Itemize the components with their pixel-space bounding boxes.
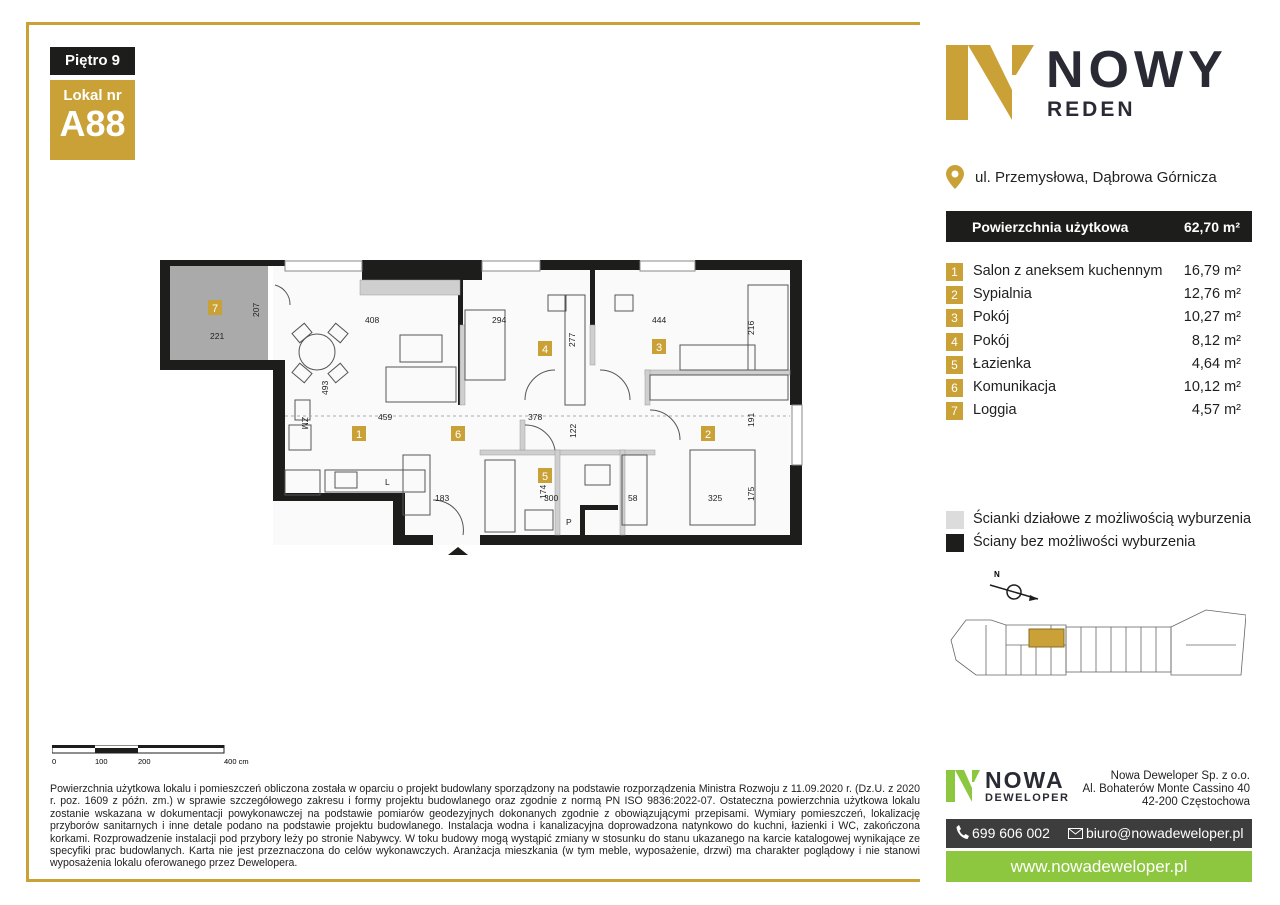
- dim-444: 444: [652, 315, 667, 325]
- scale-tick-400: 400 cm: [224, 757, 249, 766]
- nowy-reden-logo-icon: [946, 45, 1034, 120]
- dim-408: 408: [365, 315, 380, 325]
- dim-58: 58: [628, 493, 638, 503]
- room-tag-1: [352, 426, 366, 441]
- room-number: 5: [946, 356, 963, 374]
- room-number: 6: [946, 379, 963, 397]
- room-row: [946, 400, 1252, 423]
- room-area: 8,12 m²: [1191, 332, 1241, 349]
- unit-badge: [50, 80, 135, 160]
- dim-493: 493: [320, 380, 330, 395]
- total-area-label: Powierzchnia użytkowa: [972, 219, 1129, 235]
- room-area: 4,64 m²: [1191, 355, 1241, 372]
- room-area: 12,76 m²: [1183, 286, 1241, 303]
- dim-294: 294: [492, 315, 507, 325]
- floor-label: Piętro 9: [50, 47, 135, 75]
- contact-bar: [946, 819, 1252, 848]
- room-name: Pokój: [973, 332, 1010, 349]
- room-tag-3: [652, 339, 666, 354]
- phone-number[interactable]: 699 606 002: [972, 825, 1050, 841]
- dim-325: 325: [708, 493, 723, 503]
- room-row: [946, 284, 1252, 307]
- room-area: 4,57 m²: [1191, 402, 1241, 419]
- dim-216: 216: [746, 320, 756, 335]
- company-info: [1083, 770, 1250, 809]
- room-number: 4: [946, 333, 963, 351]
- brand-name: NOWY: [1046, 41, 1228, 99]
- dim-122: 122: [568, 423, 578, 438]
- room-number: 1: [946, 263, 963, 281]
- dim-207: 207: [251, 302, 261, 317]
- total-area-bar: [946, 211, 1252, 242]
- svg-text:7: 7: [211, 303, 219, 315]
- site-plan: [946, 565, 1246, 685]
- phone-icon: [956, 825, 969, 840]
- brand-sub: REDEN: [1047, 98, 1136, 121]
- dim-277: 277: [567, 332, 577, 347]
- room-row: [946, 354, 1252, 377]
- location-pin-icon: [946, 165, 964, 189]
- total-area-value: 62,70 m²: [1183, 219, 1240, 235]
- fixture-l: L: [385, 477, 390, 487]
- room-tag-7: [208, 300, 222, 315]
- dim-191: 191: [746, 412, 756, 427]
- room-number: 7: [946, 402, 963, 420]
- unit-code: A88: [59, 103, 126, 144]
- room-row: [946, 307, 1252, 330]
- scale-tick-0: 0: [52, 757, 57, 766]
- room-name: Łazienka: [973, 355, 1032, 372]
- room-area: 10,12 m²: [1183, 378, 1241, 395]
- svg-text:2: 2: [704, 429, 712, 441]
- svg-text:5: 5: [541, 471, 549, 483]
- dim-378: 378: [528, 412, 543, 422]
- room-tag-4: [538, 341, 552, 356]
- room-row: [946, 377, 1252, 400]
- floor-plan: [160, 255, 810, 565]
- room-name: Sypialnia: [973, 286, 1032, 303]
- address: ul. Przemysłowa, Dąbrowa Górnicza: [975, 169, 1217, 186]
- room-name: Loggia: [973, 402, 1017, 419]
- room-area: 16,79 m²: [1183, 263, 1241, 279]
- website-link[interactable]: www.nowadeweloper.pl: [946, 851, 1252, 882]
- room-tag-2: [701, 426, 715, 441]
- svg-text:4: 4: [541, 344, 549, 356]
- svg-text:1: 1: [355, 429, 363, 441]
- room-area: 10,27 m²: [1183, 309, 1241, 326]
- compass-icon: [990, 585, 1038, 601]
- room-name: Komunikacja: [973, 378, 1057, 395]
- nowa-deweloper-logo-icon: [946, 770, 980, 802]
- svg-text:6: 6: [454, 429, 462, 441]
- email-address[interactable]: biuro@nowadeweloper.pl: [1086, 825, 1244, 841]
- dim-221: 221: [210, 331, 225, 341]
- compass-label: N: [994, 570, 1000, 579]
- room-list: [946, 261, 1252, 423]
- scale-bar: [52, 745, 272, 770]
- room-number: 3: [946, 309, 963, 327]
- legend-label: Ściany bez możliwości wyburzenia: [973, 534, 1196, 550]
- room-name: Pokój: [973, 309, 1010, 326]
- dim-175: 175: [746, 486, 756, 501]
- room-tag-5: [538, 468, 552, 483]
- room-row: [946, 331, 1252, 354]
- legend-swatch-partition: [946, 511, 964, 529]
- room-name: Salon z aneksem kuchennym: [973, 263, 1163, 279]
- fixture-zm: ZM: [300, 417, 310, 430]
- room-row: [946, 261, 1252, 284]
- dim-300: 300: [544, 493, 559, 503]
- unit-label: Lokal nr: [63, 87, 122, 104]
- frame-left-border: [26, 22, 29, 882]
- dim-183: 183: [435, 493, 450, 503]
- developer-logo-sub: DEWELOPER: [985, 792, 1070, 804]
- scale-tick-200: 200: [138, 757, 151, 766]
- svg-text:3: 3: [655, 342, 663, 354]
- email-icon: [1068, 828, 1083, 839]
- room-number: 2: [946, 286, 963, 304]
- frame-bottom-border: [26, 879, 920, 882]
- fixture-p: P: [566, 517, 572, 527]
- company-city: 42-200 Częstochowa: [1141, 796, 1250, 808]
- legend-label: Ścianki działowe z możliwością wyburzenia: [973, 511, 1252, 527]
- room-tag-6: [451, 426, 465, 441]
- dim-174: 174: [538, 484, 548, 499]
- legend-swatch-bearing: [946, 534, 964, 552]
- developer-logo-name: NOWA: [985, 767, 1065, 793]
- company-name: Nowa Deweloper Sp. z o.o.: [1110, 770, 1250, 782]
- dim-459: 459: [378, 412, 393, 422]
- scale-tick-100: 100: [95, 757, 108, 766]
- unit-location-marker: [1029, 629, 1064, 647]
- company-street: Al. Bohaterów Monte Cassino 40: [1082, 783, 1250, 795]
- frame-top-border: [26, 22, 920, 25]
- disclaimer-text: Powierzchnia użytkowa lokalu i pomieszczeń obliczona została w oparciu o projekt budowlany sporządzony na podstawie rozporządzenia Ministra Rozwoju z 11.09.2020 r. (Dz.U. z 2020 r. poz. 1609 z późn. zm.) w sprawie szczegółowego zakresu i formy projektu budowlanego oraz zgodnie z normą PN ISO 9836:2022-07. Ostateczna powierzchnia użytkowa lokalu zostanie wskazana w dokumentacji powykonawczej na podstawie pomiarów geodezyjnych dokonanych zgodnie z obowiązującymi przepisami. Wymiary pomieszczeń, lokalizację przyborów sanitarnych i inne detale podano na podstawie projektu budowlanego. Instalacja wodna i kanalizacyjna doprowadzona natynkowo do kuchni, łazienki i WC, zakończona korkami. Rozprowadzenie instalacji pod przybory leży po stronie Nabywcy. W toku budowy mogą wystąpić zmiany w stosunku do stanu ukazanego na karcie katalogowej wynikające ze specyfiki prac budowlanych. Karta nie jest przeznaczona do celów wykonawczych. Aranżacja mieszkania (w tym meble, wyposażenie, drzwi) ma charakter poglądowy i nie stanowi wyposażenia lokalu oferowanego przez Dewelopera.: [50, 783, 920, 870]
